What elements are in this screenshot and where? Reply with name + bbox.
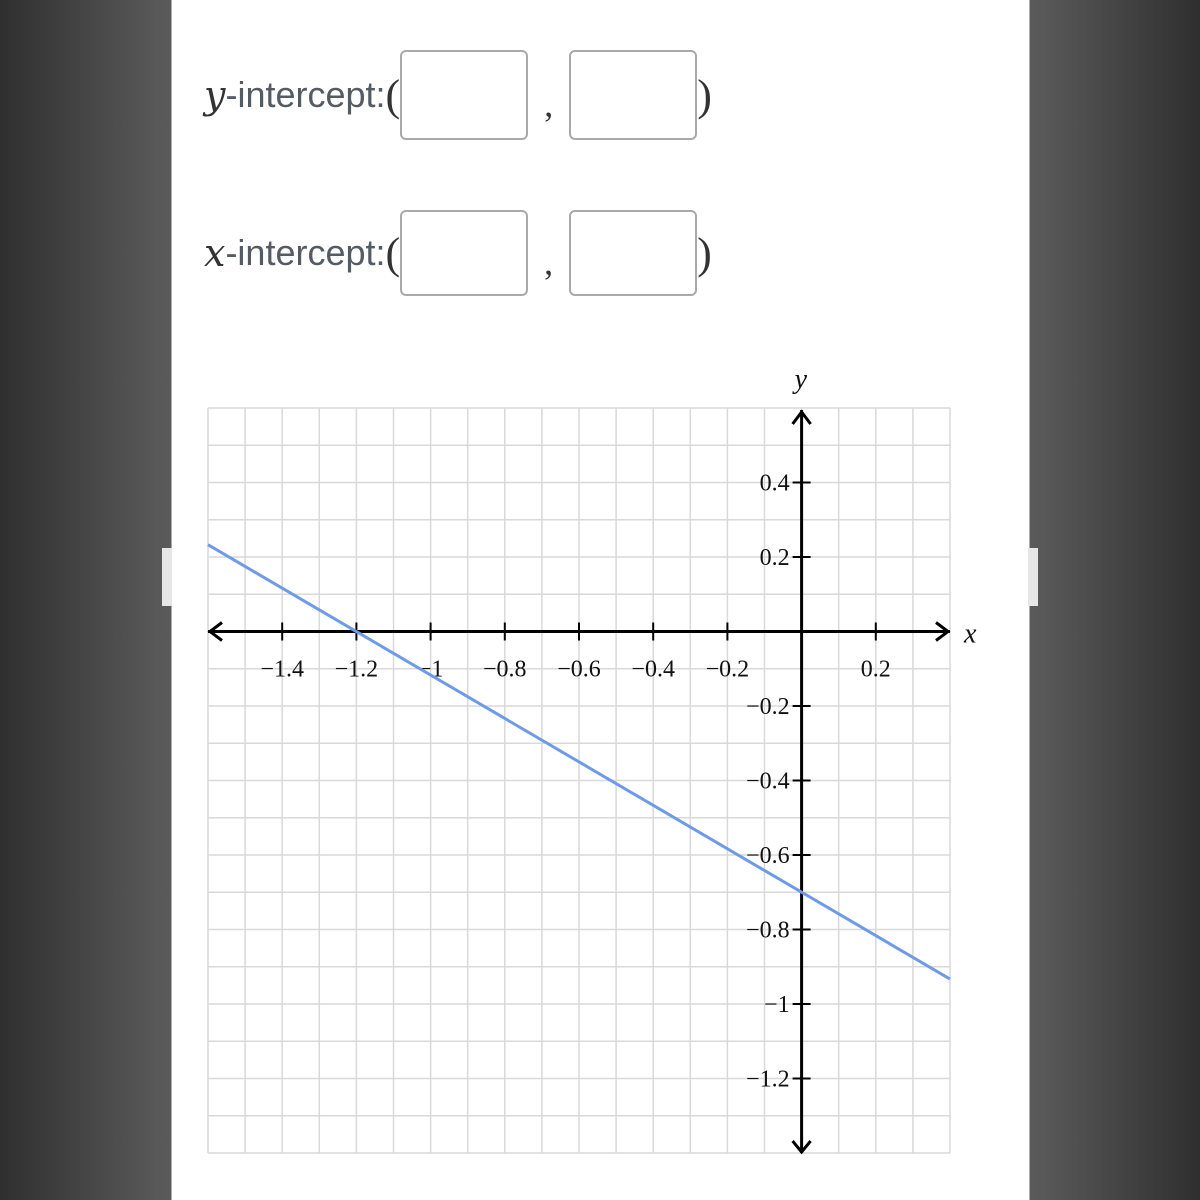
x-intercept-open-paren: ( — [385, 228, 401, 278]
y-tick-label: −0.8 — [746, 917, 790, 944]
x-tick-label: −0.6 — [557, 656, 601, 683]
y-axis-label: y — [794, 364, 808, 395]
x-tick-label: −0.4 — [631, 656, 675, 683]
x-tick-label: −0.2 — [705, 656, 750, 683]
y-tick-label: 0.4 — [759, 470, 790, 497]
y-tick-label: −1 — [764, 992, 790, 1018]
x-tick-label: −1.4 — [260, 656, 304, 683]
y-tick-label: −0.2 — [746, 694, 790, 720]
y-tick-label: −0.4 — [746, 768, 790, 795]
y-intercept-open-paren: ( — [385, 70, 401, 120]
x-intercept-variable: x — [204, 231, 226, 275]
y-intercept-variable: y — [204, 73, 226, 117]
x-intercept-close-paren: ) — [697, 228, 712, 278]
x-tick-label: 0.2 — [860, 656, 891, 683]
x-axis-label: x — [964, 618, 977, 650]
x-tick-label: −1 — [417, 656, 444, 683]
x-tick-label: −1.2 — [334, 656, 379, 683]
y-intercept-close-paren: ) — [697, 70, 712, 120]
x-intercept-label: -intercept: — [225, 232, 386, 273]
x-tick-label: −0.8 — [483, 656, 527, 683]
y-intercept-comma: , — [544, 84, 554, 124]
y-tick-label: −0.6 — [746, 843, 790, 869]
y-tick-label: −1.2 — [746, 1066, 790, 1093]
y-intercept-label: -intercept: — [225, 74, 386, 115]
x-intercept-comma: , — [544, 242, 554, 282]
y-tick-label: 0.2 — [759, 545, 790, 571]
